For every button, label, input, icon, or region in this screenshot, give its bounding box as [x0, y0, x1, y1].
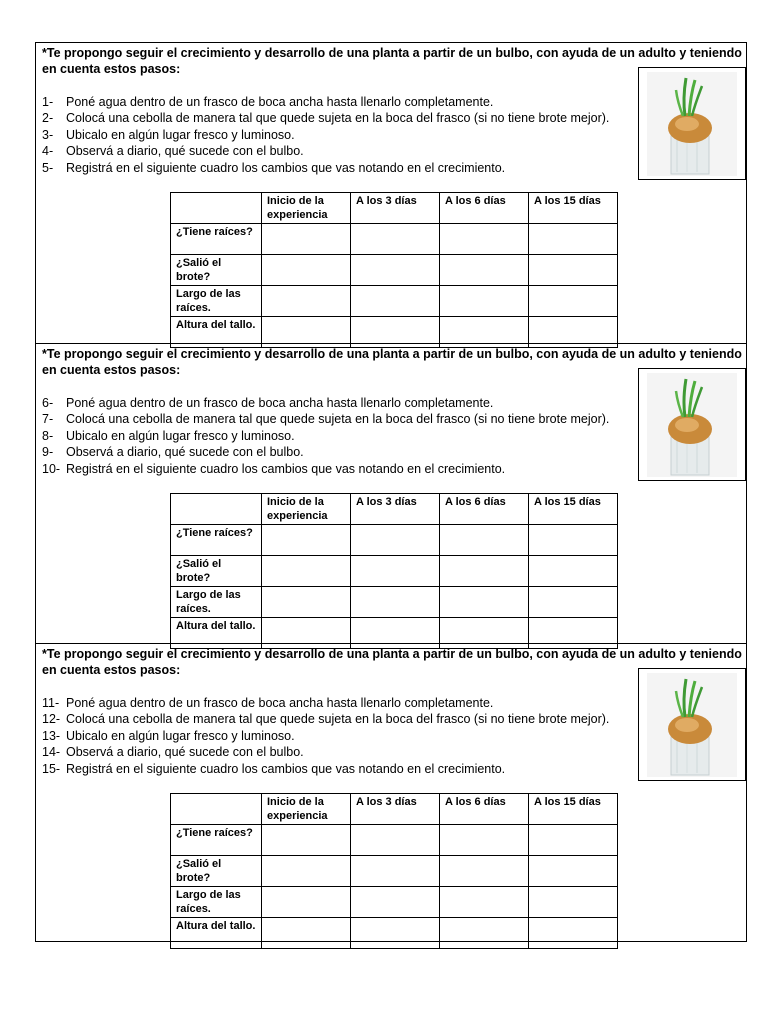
table-row: [171, 224, 618, 255]
activity-block: [36, 643, 746, 941]
steps-list: [42, 94, 652, 176]
step-number: 9-: [42, 445, 54, 460]
step-text: Colocá una cebolla de manera tal que quede sujeta en la boca del frasco (si no tiene brote mejor).: [66, 712, 610, 727]
observation-table: [170, 192, 618, 348]
column-header: A los 15 días: [529, 794, 618, 825]
column-header: A los 3 días: [351, 193, 440, 224]
observation-cell[interactable]: [440, 224, 529, 255]
table-row: [171, 856, 618, 887]
table-row: [171, 556, 618, 587]
step-text: Ubicalo en algún lugar fresco y luminoso.: [66, 728, 295, 743]
row-label: ¿Tiene raíces?: [171, 825, 262, 856]
table-header-row: [171, 494, 618, 525]
step-number: 14-: [42, 745, 61, 760]
row-label: Largo de las raíces.: [171, 887, 262, 918]
step-item: [42, 94, 652, 110]
row-label: Largo de las raíces.: [171, 587, 262, 618]
row-label: Altura del tallo.: [171, 918, 262, 949]
observation-cell[interactable]: [529, 556, 618, 587]
step-item: [42, 744, 652, 760]
observation-cell[interactable]: [262, 856, 351, 887]
step-number: 12-: [42, 712, 61, 727]
observation-cell[interactable]: [529, 224, 618, 255]
observation-cell[interactable]: [262, 525, 351, 556]
activity-block: [36, 343, 746, 643]
column-header: A los 3 días: [351, 494, 440, 525]
row-label: ¿Salió el brote?: [171, 556, 262, 587]
observation-cell[interactable]: [351, 587, 440, 618]
step-text: Observá a diario, qué sucede con el bulbo.: [66, 745, 304, 760]
activity-intro: *Te propongo seguir el crecimiento y desarrollo de una planta a partir de un bulbo, con ayuda de un adulto y teniendo en cuenta estos pasos:: [42, 647, 742, 677]
column-header: A los 6 días: [440, 794, 529, 825]
step-item: [42, 110, 652, 126]
observation-cell[interactable]: [529, 887, 618, 918]
step-item: [42, 127, 652, 143]
step-item: [42, 160, 652, 176]
step-number: 15-: [42, 761, 61, 776]
observation-cell[interactable]: [351, 825, 440, 856]
row-label: ¿Salió el brote?: [171, 856, 262, 887]
row-label: ¿Salió el brote?: [171, 255, 262, 286]
column-header: A los 6 días: [440, 494, 529, 525]
worksheet-frame: [35, 42, 747, 942]
table-row: [171, 286, 618, 317]
steps-list: [42, 395, 652, 477]
observation-cell[interactable]: [440, 286, 529, 317]
step-item: [42, 711, 652, 727]
observation-table: [170, 493, 618, 649]
observation-cell[interactable]: [262, 556, 351, 587]
observation-cell[interactable]: [262, 587, 351, 618]
observation-cell[interactable]: [440, 556, 529, 587]
step-item: [42, 411, 652, 427]
observation-cell[interactable]: [351, 887, 440, 918]
column-header: A los 6 días: [440, 193, 529, 224]
step-number: 2-: [42, 111, 54, 126]
row-label: ¿Tiene raíces?: [171, 224, 262, 255]
observation-cell[interactable]: [440, 887, 529, 918]
column-header: A los 3 días: [351, 794, 440, 825]
step-number: 4-: [42, 144, 54, 159]
onion-bulb-in-jar-icon: [647, 373, 737, 477]
observation-cell[interactable]: [440, 856, 529, 887]
table-row: [171, 887, 618, 918]
onion-bulb-in-jar-icon: [647, 72, 737, 176]
observation-cell[interactable]: [262, 887, 351, 918]
observation-cell[interactable]: [440, 918, 529, 949]
step-text: Ubicalo en algún lugar fresco y luminoso.: [66, 127, 295, 142]
step-number: 10-: [42, 461, 61, 476]
step-text: Colocá una cebolla de manera tal que quede sujeta en la boca del frasco (si no tiene brote mejor).: [66, 111, 610, 126]
step-text: Ubicalo en algún lugar fresco y luminoso.: [66, 428, 295, 443]
observation-cell[interactable]: [351, 856, 440, 887]
bulb-photo: [638, 368, 746, 481]
row-label: Largo de las raíces.: [171, 286, 262, 317]
observation-cell[interactable]: [440, 587, 529, 618]
observation-cell[interactable]: [529, 525, 618, 556]
table-row: [171, 825, 618, 856]
observation-cell[interactable]: [351, 918, 440, 949]
step-number: 6-: [42, 396, 54, 410]
observation-cell[interactable]: [440, 525, 529, 556]
column-header: Inicio de la experiencia: [262, 794, 351, 825]
step-text: Observá a diario, qué sucede con el bulbo.: [66, 144, 304, 159]
row-label: ¿Tiene raíces?: [171, 525, 262, 556]
observation-cell[interactable]: [529, 255, 618, 286]
observation-cell[interactable]: [351, 525, 440, 556]
step-text: Poné agua dentro de un frasco de boca ancha hasta llenarlo completamente.: [66, 95, 494, 109]
step-text: Poné agua dentro de un frasco de boca ancha hasta llenarlo completamente.: [66, 396, 494, 410]
activity-block: [36, 43, 746, 343]
step-item: [42, 395, 652, 411]
observation-cell[interactable]: [262, 224, 351, 255]
step-item: [42, 143, 652, 159]
bulb-photo: [638, 67, 746, 180]
column-header: A los 15 días: [529, 193, 618, 224]
step-item: [42, 695, 652, 711]
table-row: [171, 255, 618, 286]
observation-cell[interactable]: [440, 255, 529, 286]
step-item: [42, 461, 652, 477]
observation-cell[interactable]: [529, 825, 618, 856]
observation-cell[interactable]: [262, 918, 351, 949]
step-text: Observá a diario, qué sucede con el bulbo.: [66, 445, 304, 460]
step-number: 1-: [42, 95, 54, 109]
observation-cell[interactable]: [529, 918, 618, 949]
bulb-photo: [638, 668, 746, 781]
step-number: 13-: [42, 728, 61, 743]
steps-list: [42, 695, 652, 777]
step-item: [42, 444, 652, 460]
column-header: [171, 794, 262, 825]
step-text: Registrá en el siguiente cuadro los cambios que vas notando en el crecimiento.: [66, 160, 506, 175]
step-number: 8-: [42, 428, 54, 443]
activity-intro: *Te propongo seguir el crecimiento y desarrollo de una planta a partir de un bulbo, con ayuda de un adulto y teniendo en cuenta estos pasos:: [42, 347, 742, 377]
table-row: [171, 587, 618, 618]
observation-cell[interactable]: [440, 825, 529, 856]
observation-cell[interactable]: [351, 286, 440, 317]
observation-cell[interactable]: [351, 255, 440, 286]
table-row: [171, 525, 618, 556]
step-item: [42, 728, 652, 744]
step-number: 11-: [42, 696, 60, 710]
step-number: 5-: [42, 160, 54, 175]
column-header: A los 15 días: [529, 494, 618, 525]
row-label: Altura del tallo.: [171, 317, 262, 348]
step-text: Registrá en el siguiente cuadro los cambios que vas notando en el crecimiento.: [66, 461, 506, 476]
observation-cell[interactable]: [262, 286, 351, 317]
table-header-row: [171, 794, 618, 825]
row-label: Altura del tallo.: [171, 618, 262, 649]
observation-cell[interactable]: [262, 255, 351, 286]
step-text: Registrá en el siguiente cuadro los cambios que vas notando en el crecimiento.: [66, 761, 506, 776]
step-number: 7-: [42, 412, 54, 427]
table-row: [171, 918, 618, 949]
step-text: Colocá una cebolla de manera tal que quede sujeta en la boca del frasco (si no tiene brote mejor).: [66, 412, 610, 427]
observation-cell[interactable]: [351, 556, 440, 587]
column-header: Inicio de la experiencia: [262, 193, 351, 224]
column-header: Inicio de la experiencia: [262, 494, 351, 525]
observation-cell[interactable]: [351, 224, 440, 255]
step-item: [42, 428, 652, 444]
activity-intro: *Te propongo seguir el crecimiento y desarrollo de una planta a partir de un bulbo, con ayuda de un adulto y teniendo en cuenta estos pasos:: [42, 46, 742, 76]
step-item: [42, 761, 652, 777]
onion-bulb-in-jar-icon: [647, 673, 737, 777]
step-number: 3-: [42, 127, 54, 142]
column-header: [171, 193, 262, 224]
observation-table: [170, 793, 618, 949]
table-header-row: [171, 193, 618, 224]
observation-cell[interactable]: [529, 856, 618, 887]
observation-cell[interactable]: [262, 825, 351, 856]
step-text: Poné agua dentro de un frasco de boca ancha hasta llenarlo completamente.: [66, 696, 494, 710]
observation-cell[interactable]: [529, 286, 618, 317]
column-header: [171, 494, 262, 525]
observation-cell[interactable]: [529, 587, 618, 618]
